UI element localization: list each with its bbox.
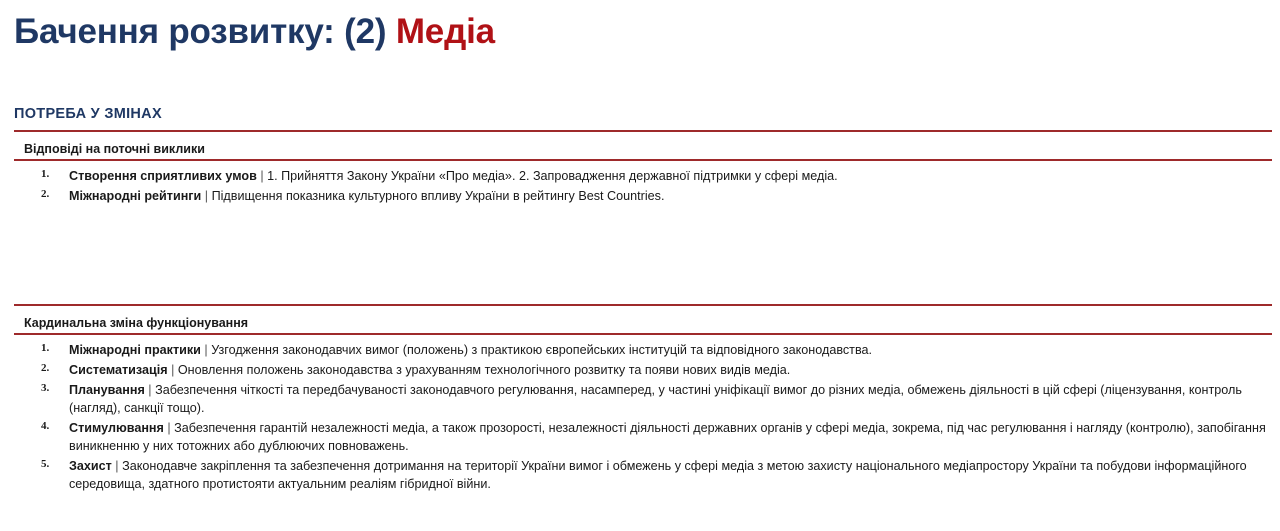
list-item-lead: Створення сприятливих умов [69, 169, 257, 184]
list-item-separator: | [201, 188, 212, 203]
list-item-lead: Міжнародні рейтинги [69, 188, 202, 203]
list-item-body: Узгодження законодавчих вимог (положень) з практикою європейських інституцій та відповідного законодавства. [211, 343, 872, 357]
list-item-number: 2. [41, 187, 50, 200]
list-item-separator: | [167, 363, 178, 377]
section-1-subheading: Відповіді на поточні виклики [24, 142, 205, 157]
list-item [14, 457, 1272, 493]
list-item-body: Законодавче закріплення та забезпечення дотримання на території України вимог і обмежень у сфері медіа з метою захисту національного медіапростору України та побудови інформаційного середовища, здатного протистояти актуальним реаліям гібридної війни. [69, 459, 1247, 491]
list-item-number: 1. [41, 342, 50, 354]
list-item-number: 4. [41, 420, 50, 432]
list-item-number: 1. [41, 168, 50, 181]
list-item-lead: Міжнародні практики [69, 343, 201, 357]
list-item-lead: Планування [69, 383, 145, 397]
section-2-subheading: Кардинальна зміна функціонування [24, 316, 249, 330]
section-2-list [14, 335, 1272, 493]
section-1-title: ПОТРЕБА У ЗМІНАХ [14, 106, 162, 122]
list-item-body: Підвищення показника культурного впливу України в рейтингу Best Countries. [211, 188, 665, 203]
list-item-body: Оновлення положень законодавства з урахуванням технологічного розвитку та появи нових видів медіа. [177, 363, 791, 377]
list-item-separator: | [256, 169, 268, 184]
list-item-number: 2. [41, 362, 50, 374]
list-item-separator: | [111, 459, 123, 473]
list-item [14, 361, 1272, 379]
list-item-lead: Систематизація [69, 363, 168, 377]
list-item-number: 5. [41, 458, 50, 470]
page-title-accent: Медіа [395, 12, 495, 51]
section-1-list [14, 161, 1272, 204]
list-item [14, 187, 1272, 205]
list-item [14, 167, 1272, 185]
list-item-body: Забезпечення гарантій незалежності медіа, а також прозорості, незалежності діяльності державних органів у сфері медіа, зокрема, під час регулювання і нагляду (контролю), запобігання виникненню у них тотожних або дублюючих повноважень. [69, 421, 1266, 453]
list-item-separator: | [163, 421, 175, 435]
list-item [14, 381, 1272, 417]
section-needs-for-change [14, 106, 1272, 206]
list-item-body: Забезпечення чіткості та передбачуваності законодавчого регулювання, насамперед, у частині уніфікації вимог до різних медіа, обмежень діяльності в цій сфері (ліцензування, контроль (нагляд), санкції тощо). [69, 383, 1242, 415]
list-item-body: 1. Прийняття Закону України «Про медіа». 2. Запровадження державної підтримки у сфері медіа. [267, 169, 838, 184]
section-fundamental-change [14, 304, 1272, 495]
list-item-separator: | [200, 343, 212, 357]
list-item-lead: Захист [69, 459, 112, 473]
list-item [14, 341, 1272, 359]
list-item-lead: Стимулювання [69, 421, 164, 435]
page-title [14, 12, 495, 52]
list-item-number: 3. [41, 382, 50, 394]
list-item [14, 419, 1272, 455]
page-title-main: Бачення розвитку: (2) [14, 12, 396, 51]
list-item-separator: | [144, 383, 156, 397]
